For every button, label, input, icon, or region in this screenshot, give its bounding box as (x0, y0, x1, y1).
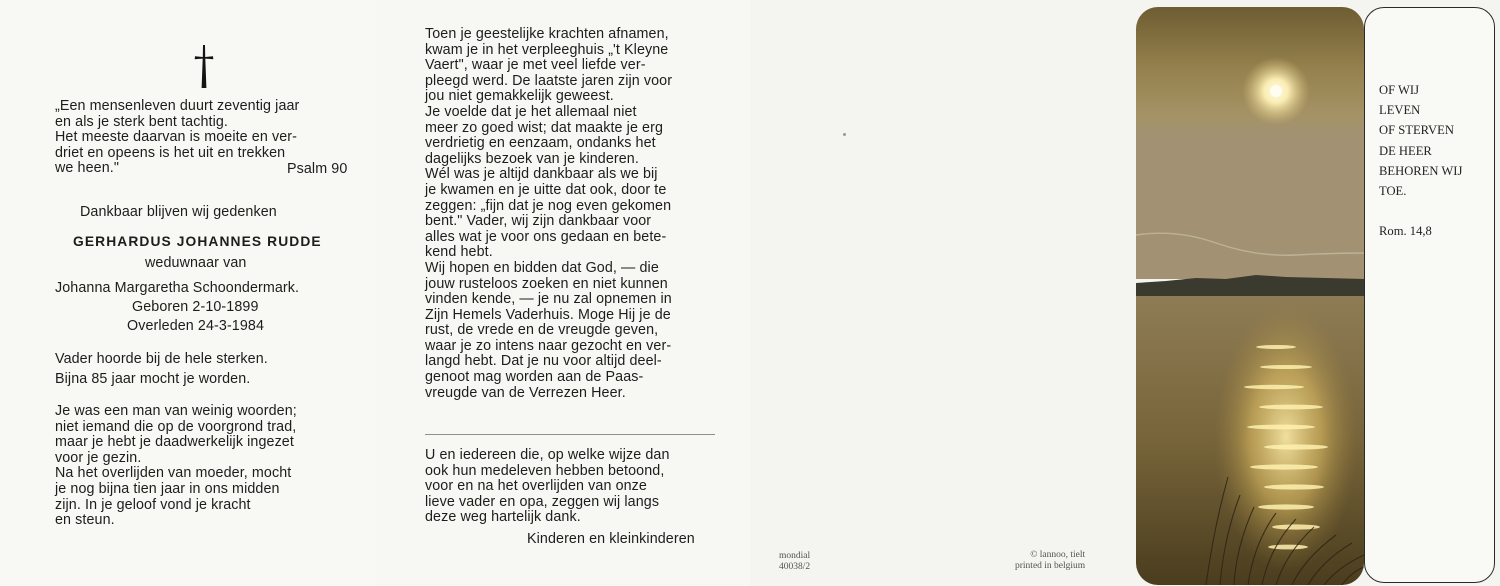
verse-text: OF WIJ LEVEN OF STERVEN DE HEER BEHOREN WIJ TOE. (1379, 83, 1463, 199)
thanks-paragraph: U en iedereen die, op welke wijze dan ook hun medeleven hebben betoond, voor en na het overlijden van onze lieve vader en opa, zeggen wij langs deze weg hartelijk dank. (425, 447, 670, 526)
memorial-text: Toen je geestelijke krachten afnamen, kwam je in het verpleeghuis „'t Kleyne Vaert", waar je met veel liefde ver- pleegd werd. De laatste jaren zijn voor jou niet gemakkelijk geweest. Je voelde dat je het allemaal niet meer zo goed wist; dat maakte je erg verdrietig en eenzaam, ondanks het dagelijks bezoek van je kinderen. Wél was je altijd dankbaar als we bij je kwamen en je uitte dat ook, door te zeggen: „fijn dat je nog even gekomen bent." Vader, wij zijn dankbaar voor alles wat je voor ons gedaan en bete- kend hebt. Wij hopen en bidden dat God, — die jouw rusteloos zoeken en niet kunnen vinden kende, — je nu zal opnemen in Zijn Hemels Vaderhuis. Moge Hij je de rust, de vrede en de vreugde geven, waar je zo intens naar gezocht en ver- langd hebt. Dat je nu voor altijd deel- genoot mag worden aan de Paas- vreugde van de Verrezen Heer. (425, 26, 673, 401)
character-paragraph: Je was een man van weinig woorden; niet iemand die op de voorgrond trad, maar je hebt je daadwerkelijk ingezet voor je gezin. Na het overlijden van moeder, mocht je nog bijna tien jaar in ons midden zijn. In je geloof vond je kracht en steun. (55, 403, 297, 529)
mondial-imprint: mondial 40038/2 (779, 551, 811, 572)
age-paragraph: Vader hoorde bij de hele sterken. Bijna 85 jaar mocht je worden. (55, 351, 268, 387)
psalm-quote: „Een mensenleven duurt zeventig jaar en als je sterk bent tachtig. Het meeste daarvan is moeite en ver- driet en opeens is het uit en trekken we heen." (55, 98, 300, 177)
sunset-image (1136, 7, 1364, 585)
spouse-name: Johanna Margaretha Schoondermark. (55, 280, 300, 296)
cross-icon (193, 44, 215, 90)
paper-speck (843, 133, 846, 136)
widower-label: weduwnaar van (145, 255, 247, 271)
deceased-name: GERHARDUS JOHANNES RUDDE (73, 234, 322, 249)
birth-date: Geboren 2-10-1899 (132, 299, 259, 315)
divider (425, 434, 715, 435)
verse-reference: Rom. 14,8 (1379, 224, 1432, 238)
signature: Kinderen en kleinkinderen (527, 531, 695, 547)
sunset-photo (1136, 7, 1364, 585)
psalm-reference: Psalm 90 (287, 161, 348, 177)
death-date: Overleden 24-3-1984 (127, 318, 265, 334)
publisher-imprint: © lannoo, tielt printed in belgium (1015, 550, 1086, 571)
remembrance-line: Dankbaar blijven wij gedenken (80, 204, 277, 220)
